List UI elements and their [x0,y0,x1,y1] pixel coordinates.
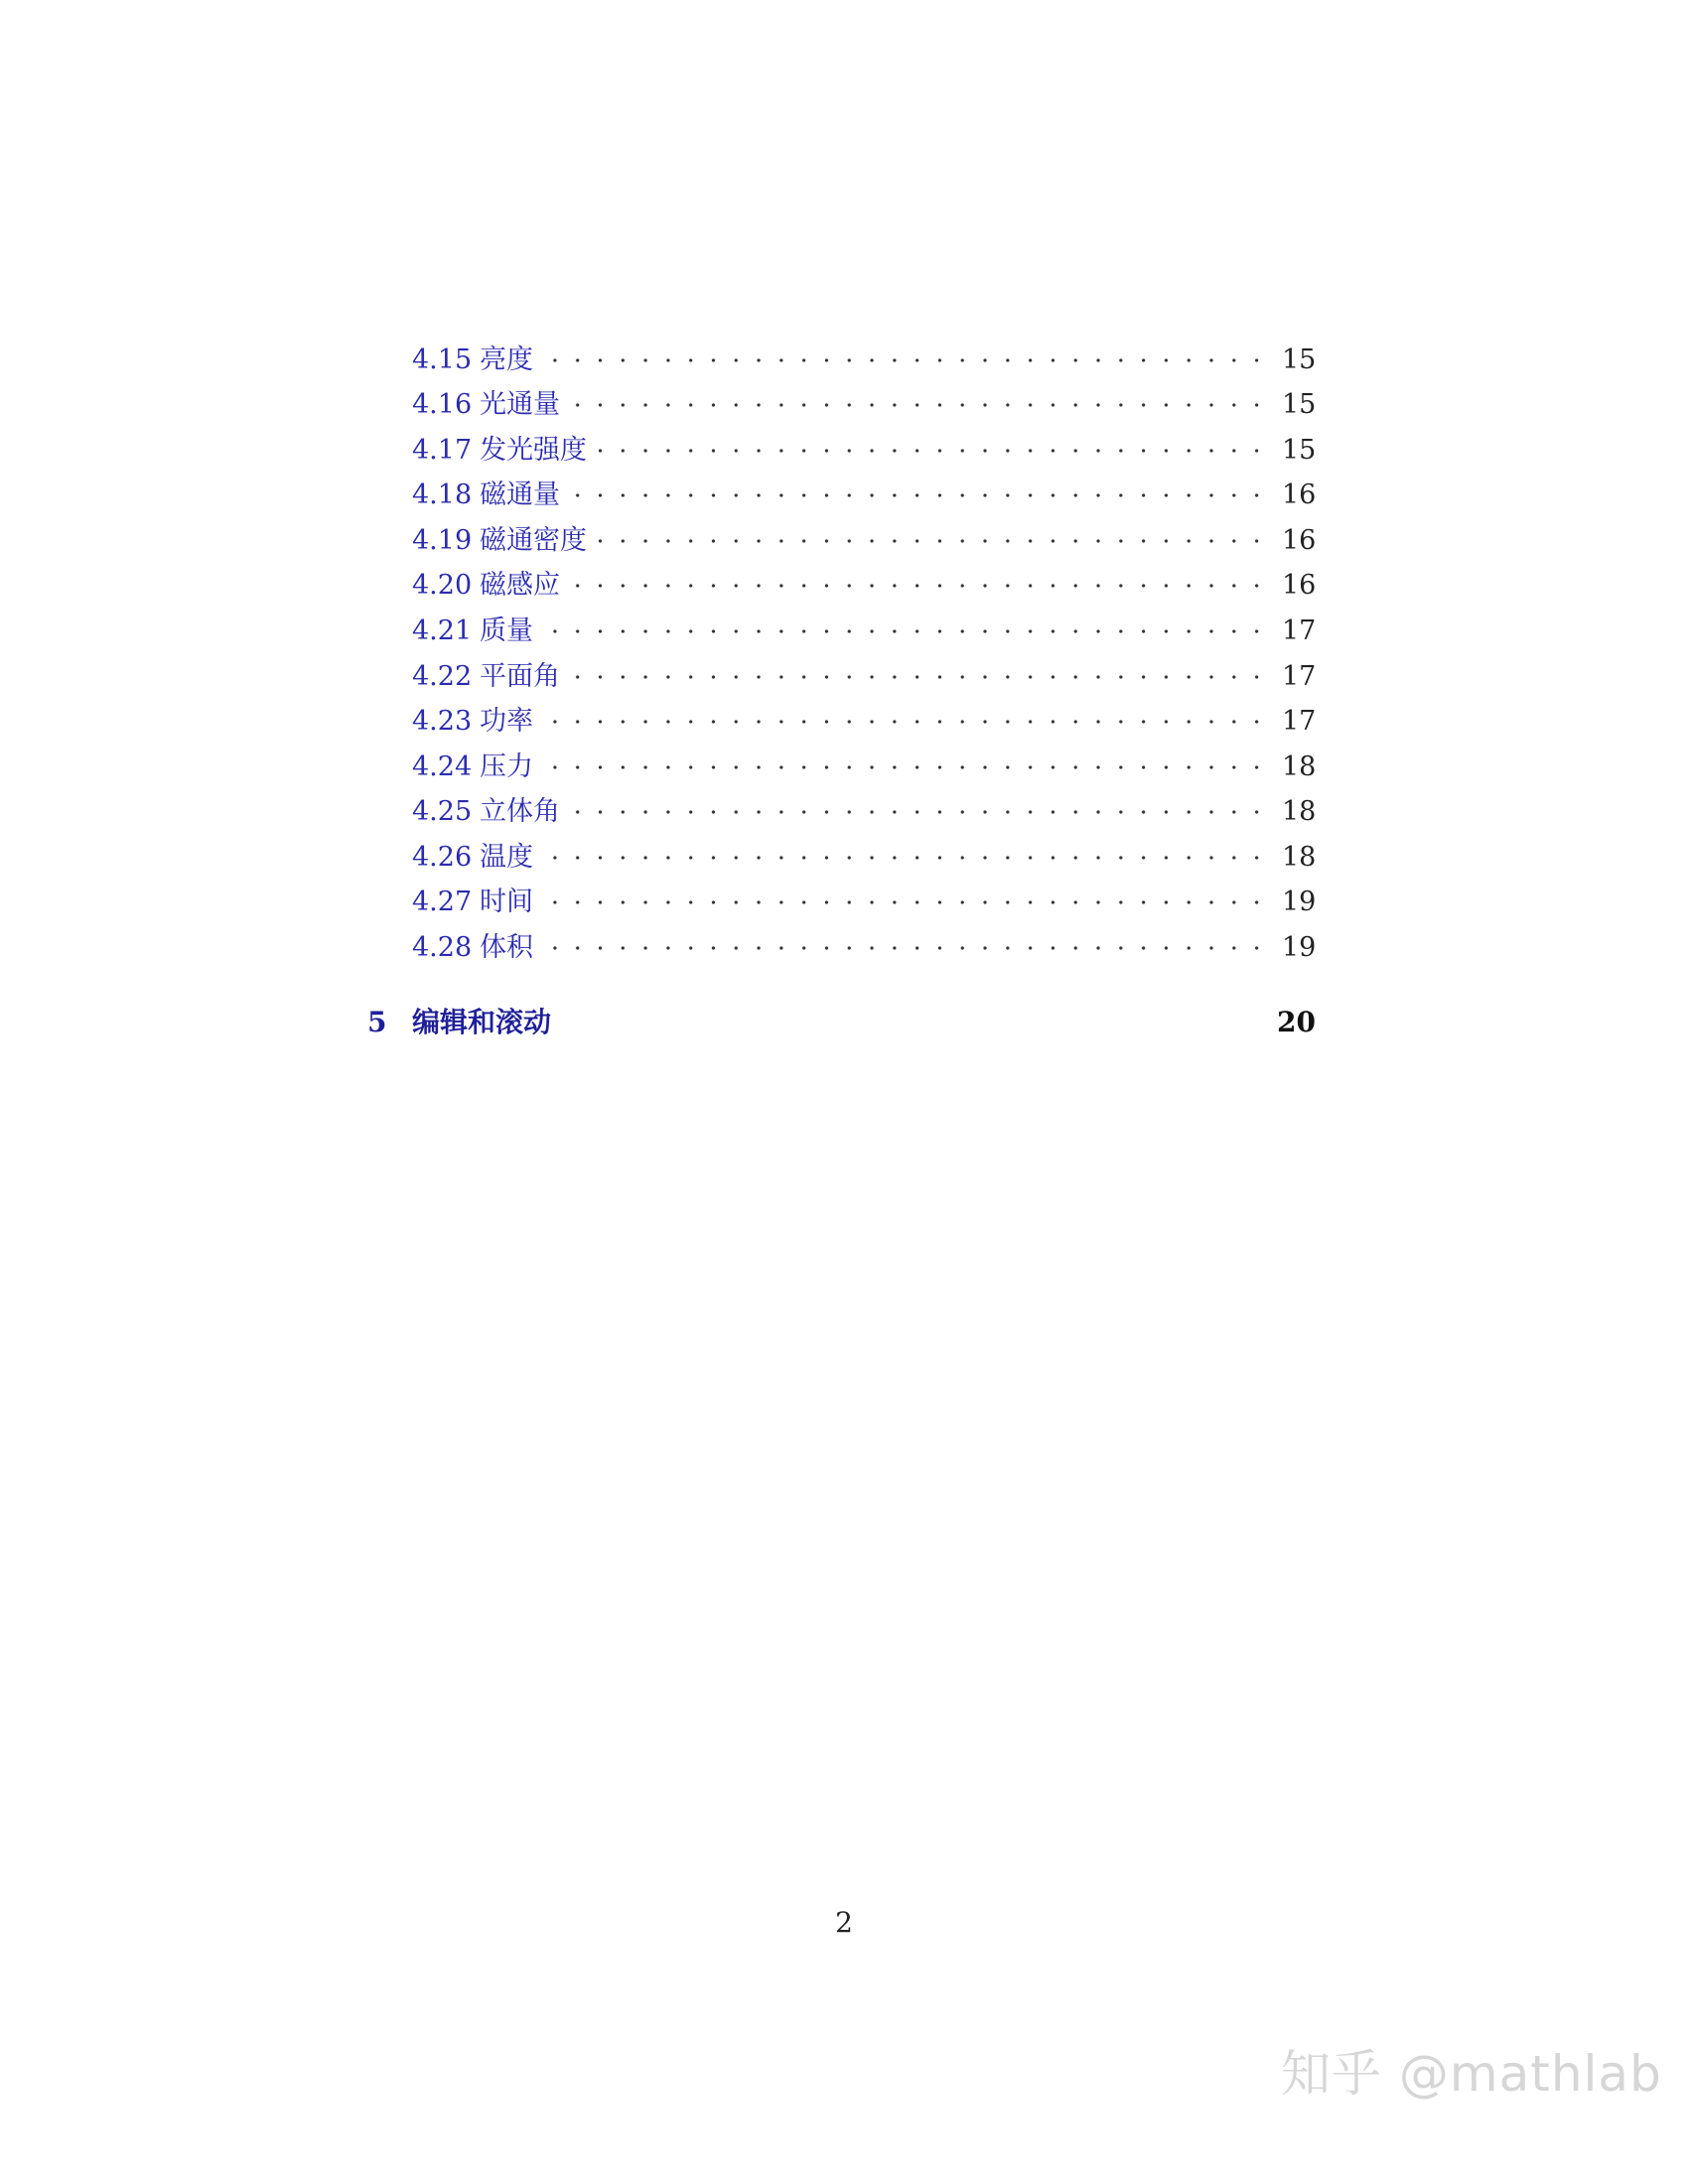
toc-entry[interactable] [412,566,1316,606]
toc-entry-page: 16 [1282,525,1317,556]
toc-entry-number: 4.22 [412,661,473,692]
toc-entry-page: 15 [1282,389,1317,420]
toc-entry-number: 4.15 [412,344,473,375]
toc-entry[interactable] [412,521,1316,561]
dot-leader [595,521,1276,561]
toc-entry-number: 4.28 [412,932,473,963]
toc-entry-title: 功率 [480,706,533,737]
toc-entry-title: 亮度 [480,344,533,375]
dot-leader [541,838,1276,878]
toc-section-title: 编辑和滚动 [412,1006,552,1038]
toc-entry-page: 17 [1282,615,1317,646]
toc-entry-page: 15 [1282,344,1317,375]
toc-entry[interactable] [412,476,1316,515]
toc-entry[interactable] [412,748,1316,787]
toc-entry[interactable] [412,431,1316,471]
toc-entry-page: 15 [1282,435,1317,466]
dot-leader [541,883,1276,922]
toc-entry-number: 4.18 [412,479,473,510]
toc-entry-number: 4.26 [412,842,473,873]
toc-entry-page: 17 [1282,661,1317,692]
dot-leader [568,385,1276,425]
dot-leader [568,792,1276,832]
toc-entry-number: 4.25 [412,796,473,827]
toc-entry-number: 4.23 [412,706,473,737]
toc-entry-page: 19 [1282,932,1317,963]
toc-entry[interactable] [412,838,1316,878]
toc-entry-number: 4.24 [412,751,473,782]
toc-entry[interactable] [412,883,1316,922]
toc-entry-title: 压力 [480,751,533,782]
toc-entry-title: 质量 [480,615,533,646]
toc-entry[interactable] [412,341,1316,380]
dot-leader [595,431,1276,471]
toc-section-entry[interactable] [367,1001,1316,1044]
toc-section-page: 20 [1277,1006,1316,1038]
dot-leader [541,748,1276,787]
toc-entry-page: 16 [1282,479,1317,510]
toc-entry[interactable] [412,702,1316,742]
toc-entry[interactable] [412,612,1316,651]
toc-entry-page: 18 [1282,842,1317,873]
toc-entry-title: 发光强度 [480,435,587,466]
dot-leader [568,566,1276,606]
toc-entry-number: 4.27 [412,887,473,917]
toc-section-number: 5 [367,1006,387,1038]
toc-entry[interactable] [412,385,1316,425]
toc-entry-title: 体积 [480,932,533,963]
dot-leader [541,702,1276,742]
dot-leader [568,476,1276,515]
toc-entry-page: 18 [1282,751,1317,782]
toc-entry-number: 4.21 [412,615,473,646]
dot-leader [541,612,1276,651]
dot-leader [541,341,1276,380]
toc-entry-title: 磁感应 [480,570,560,601]
toc-entry-number: 4.20 [412,570,473,601]
toc-entry[interactable] [412,657,1316,697]
toc-entry-title: 磁通量 [480,479,560,510]
watermark: 知乎 @mathlab [1281,2045,1662,2103]
toc-entry[interactable] [412,928,1316,968]
toc-entry-number: 4.17 [412,435,473,466]
toc-entry-title: 立体角 [480,796,560,827]
dot-leader [568,657,1276,697]
toc-entry-title: 光通量 [480,389,560,420]
toc-entry-page: 18 [1282,796,1317,827]
toc-entry-title: 磁通密度 [480,525,587,556]
toc-entry-page: 19 [1282,887,1317,917]
toc-entry-page: 16 [1282,570,1317,601]
toc-entry-title: 温度 [480,842,533,873]
page-number: 2 [835,1906,853,1939]
toc-entry-number: 4.16 [412,389,473,420]
toc-entry-title: 平面角 [480,661,560,692]
toc-entry-page: 17 [1282,706,1317,737]
toc-entry-title: 时间 [480,887,533,917]
dot-leader [541,928,1276,968]
toc-entry-number: 4.19 [412,525,473,556]
toc-entry[interactable] [412,792,1316,832]
